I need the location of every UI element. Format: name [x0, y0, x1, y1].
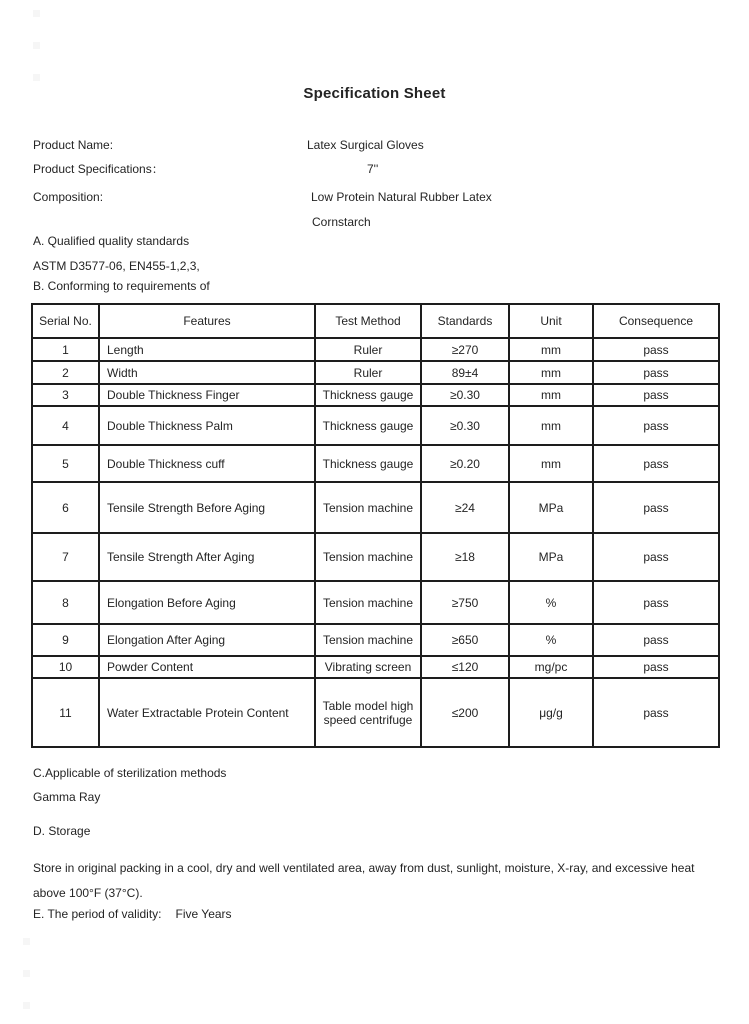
- cell-unit: %: [509, 624, 593, 656]
- cell-serial-no: 3: [32, 384, 99, 406]
- cell-consequence: pass: [593, 361, 719, 384]
- cell-consequence: pass: [593, 406, 719, 445]
- table-row: [32, 384, 719, 406]
- section-d-heading: D. Storage: [33, 824, 91, 838]
- cell-feature: Double Thickness cuff: [99, 445, 315, 482]
- table-row: [32, 533, 719, 581]
- cell-consequence: pass: [593, 445, 719, 482]
- cell-serial-no: 4: [32, 406, 99, 445]
- cell-unit: mm: [509, 445, 593, 482]
- scan-artifact: [33, 10, 40, 17]
- cell-test-method: Table model high speed centrifuge: [315, 678, 421, 747]
- scan-artifact: [23, 938, 30, 945]
- section-e-value: Five Years: [175, 907, 232, 921]
- section-c-heading: C.Applicable of sterilization methods: [33, 766, 227, 780]
- cell-consequence: pass: [593, 678, 719, 747]
- product-name-row: [33, 138, 733, 153]
- cell-test-method: Tension machine: [315, 533, 421, 581]
- cell-test-method: Ruler: [315, 338, 421, 361]
- scan-artifact: [23, 970, 30, 977]
- scan-artifact: [23, 1002, 30, 1009]
- cell-serial-no: 6: [32, 482, 99, 533]
- cell-consequence: pass: [593, 482, 719, 533]
- table-row: [32, 445, 719, 482]
- scan-artifact: [33, 42, 40, 49]
- page-title: Specification Sheet: [303, 85, 446, 102]
- cell-feature: Width: [99, 361, 315, 384]
- cell-consequence: pass: [593, 533, 719, 581]
- cell-test-method: Ruler: [315, 361, 421, 384]
- section-a-body: ASTM D3577-06, EN455-1,2,3,: [33, 259, 200, 273]
- header-test-method: Test Method: [315, 304, 421, 338]
- cell-test-method: Thickness gauge: [315, 384, 421, 406]
- cell-standard: 89±4: [421, 361, 509, 384]
- specification-table: [31, 303, 720, 748]
- composition-value-2: Cornstarch: [312, 215, 371, 229]
- cell-serial-no: 5: [32, 445, 99, 482]
- table-row: [32, 624, 719, 656]
- table-row: [32, 678, 719, 747]
- table-row: [32, 482, 719, 533]
- cell-unit: mm: [509, 384, 593, 406]
- cell-consequence: pass: [593, 338, 719, 361]
- table-header-row: [32, 304, 719, 338]
- cell-feature: Double Thickness Finger: [99, 384, 315, 406]
- cell-consequence: pass: [593, 581, 719, 624]
- cell-standard: ≥650: [421, 624, 509, 656]
- cell-standard: ≥270: [421, 338, 509, 361]
- composition-label: Composition:: [33, 190, 104, 204]
- cell-standard: ≤200: [421, 678, 509, 747]
- cell-standard: ≥24: [421, 482, 509, 533]
- header-standards: Standards: [421, 304, 509, 338]
- cell-standard: ≥0.30: [421, 384, 509, 406]
- cell-feature: Water Extractable Protein Content: [99, 678, 315, 747]
- scan-artifact: [33, 74, 40, 81]
- product-specifications-label: Product Specifications：: [33, 162, 164, 176]
- cell-test-method: Thickness gauge: [315, 406, 421, 445]
- product-name-value: Latex Surgical Gloves: [307, 138, 424, 152]
- cell-standard: ≥0.30: [421, 406, 509, 445]
- cell-feature: Length: [99, 338, 315, 361]
- table-row: [32, 406, 719, 445]
- table-row: [32, 656, 719, 678]
- cell-feature: Tensile Strength Before Aging: [99, 482, 315, 533]
- cell-serial-no: 10: [32, 656, 99, 678]
- cell-consequence: pass: [593, 656, 719, 678]
- table-row: [32, 338, 719, 361]
- cell-test-method: Tension machine: [315, 581, 421, 624]
- cell-standard: ≥0.20: [421, 445, 509, 482]
- cell-serial-no: 11: [32, 678, 99, 747]
- section-a-heading: A. Qualified quality standards: [33, 234, 190, 248]
- cell-unit: mm: [509, 338, 593, 361]
- composition-row: [33, 190, 733, 205]
- cell-feature: Powder Content: [99, 656, 315, 678]
- cell-serial-no: 1: [32, 338, 99, 361]
- cell-feature: Elongation After Aging: [99, 624, 315, 656]
- header-consequence: Consequence: [593, 304, 719, 338]
- cell-serial-no: 2: [32, 361, 99, 384]
- table-row: [32, 581, 719, 624]
- product-specifications-value: 7'': [367, 162, 379, 176]
- cell-standard: ≥18: [421, 533, 509, 581]
- cell-unit: mg/pc: [509, 656, 593, 678]
- cell-unit: MPa: [509, 533, 593, 581]
- cell-consequence: pass: [593, 384, 719, 406]
- cell-feature: Elongation Before Aging: [99, 581, 315, 624]
- cell-unit: %: [509, 581, 593, 624]
- section-d-body: Store in original packing in a cool, dry and well ventilated area, away from dust, sunlight, moisture, X-ray, and excessive heat above 100°F (37°C).: [33, 861, 695, 900]
- product-name-label: Product Name:: [33, 138, 114, 152]
- header-features: Features: [99, 304, 315, 338]
- cell-serial-no: 7: [32, 533, 99, 581]
- cell-feature: Tensile Strength After Aging: [99, 533, 315, 581]
- cell-feature: Double Thickness Palm: [99, 406, 315, 445]
- section-b-heading: B. Conforming to requirements of: [33, 279, 210, 293]
- cell-unit: μg/g: [509, 678, 593, 747]
- section-e-label: E. The period of validity:: [33, 907, 162, 921]
- cell-serial-no: 9: [32, 624, 99, 656]
- header-unit: Unit: [509, 304, 593, 338]
- cell-standard: ≥750: [421, 581, 509, 624]
- cell-unit: mm: [509, 406, 593, 445]
- cell-consequence: pass: [593, 624, 719, 656]
- cell-unit: MPa: [509, 482, 593, 533]
- composition-value-1: Low Protein Natural Rubber Latex: [311, 190, 492, 204]
- cell-test-method: Vibrating screen: [315, 656, 421, 678]
- section-c-body: Gamma Ray: [33, 790, 101, 804]
- section-e-row: [33, 907, 733, 922]
- cell-test-method: Tension machine: [315, 624, 421, 656]
- cell-test-method: Tension machine: [315, 482, 421, 533]
- cell-test-method: Thickness gauge: [315, 445, 421, 482]
- header-serial-no: Serial No.: [32, 304, 99, 338]
- table-row: [32, 361, 719, 384]
- product-specifications-row: [33, 162, 733, 177]
- cell-unit: mm: [509, 361, 593, 384]
- cell-standard: ≤120: [421, 656, 509, 678]
- cell-serial-no: 8: [32, 581, 99, 624]
